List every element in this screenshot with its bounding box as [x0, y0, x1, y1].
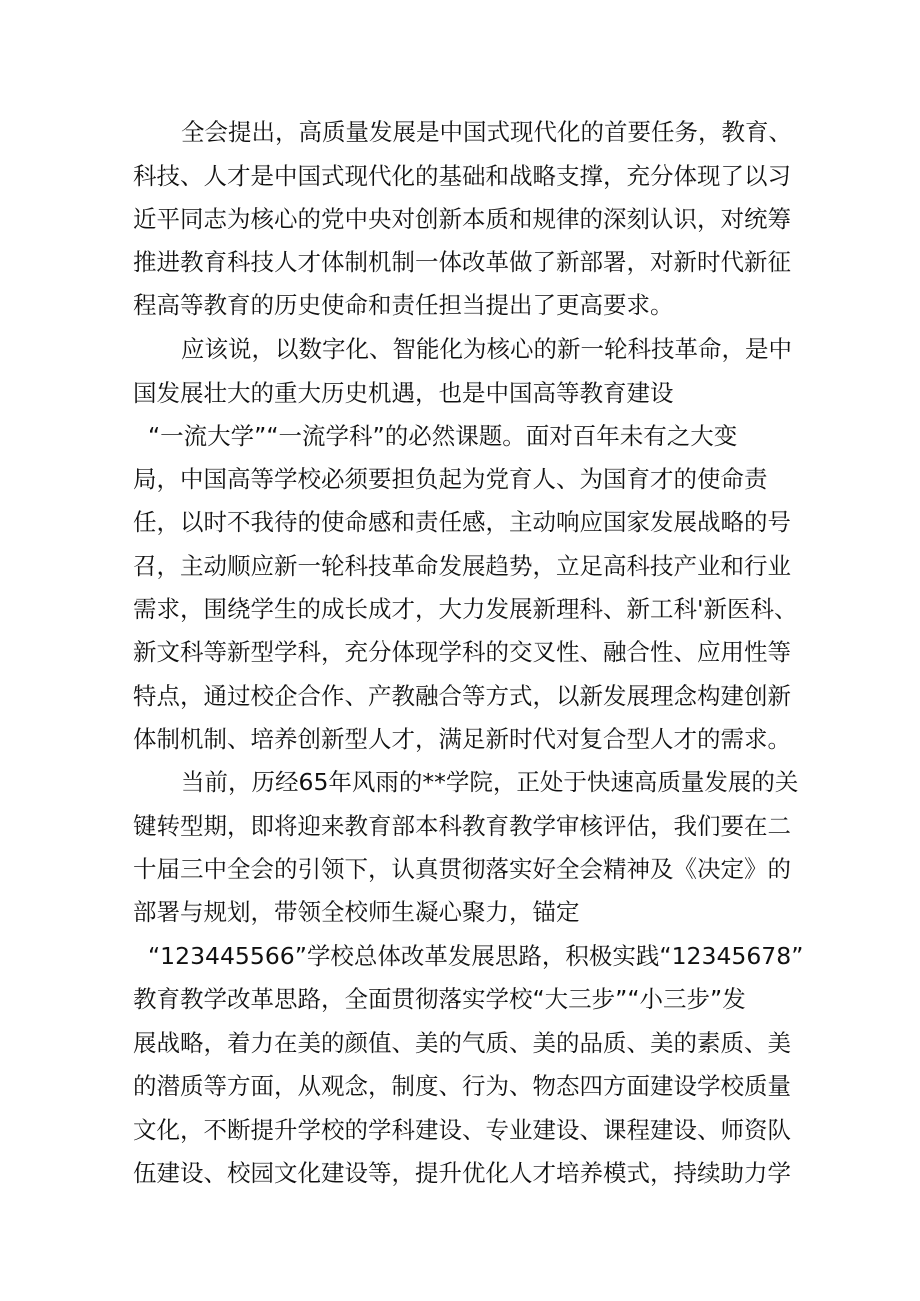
paragraph-2-line-9: 特点，通过校企合作、产教融合等方式，以新发展理念构建创新	[133, 682, 791, 710]
paragraph-3-line-6: 教育教学改革思路，全面贯彻落实学校“大三步”“小三步”发	[133, 985, 746, 1013]
paragraph-3-line-7: 展战略，着力在美的颜值、美的气质、美的品质、美的素质、美	[133, 1029, 791, 1057]
paragraph-3-line-8: 的潜质等方面，从观念，制度、行为、物态四方面建设学校质量	[133, 1072, 791, 1100]
paragraph-1-line-3: 近平同志为核心的党中央对创新本质和规律的深刻认识，对统筹	[133, 205, 791, 233]
paragraph-1-line-1: 全会提出，高质量发展是中国式现代化的首要任务，教育、	[181, 118, 792, 146]
paragraph-2-line-8: 新文科等新型学科，充分体现学科的交叉性、融合性、应用性等	[133, 638, 791, 666]
paragraph-1-line-4: 推进教育科技人才体制机制一体改革做了新部署，对新时代新征	[133, 248, 791, 276]
paragraph-3-line-9: 文化，不断提升学校的学科建设、专业建设、课程建设、师资队	[133, 1116, 791, 1144]
paragraph-2-line-7: 需求，围绕学生的成长成才，大力发展新理科、新工科'新医科、	[133, 595, 798, 623]
paragraph-3-line-10: 伍建设、校园文化建设等，提升优化人才培养模式，持续助力学	[133, 1159, 791, 1187]
paragraph-3-line-5: “123445566”学校总体改革发展思路，积极实践“12345678”	[148, 942, 804, 970]
paragraph-1-line-2: 科技、人才是中国式现代化的基础和战略支撑，充分体现了以习	[133, 162, 791, 190]
paragraph-2-line-3: “一流大学”“一流学科”的必然课题。面对百年未有之大变	[148, 422, 738, 450]
paragraph-2-line-5: 任，以时不我待的使命感和责任感，主动响应国家发展战略的号	[133, 508, 791, 536]
paragraph-2-line-6: 召，主动顺应新一轮科技革命发展趋势，立足高科技产业和行业	[133, 552, 791, 580]
paragraph-2-line-10: 体制机制、培养创新型人才，满足新时代对复合型人才的需求。	[133, 725, 791, 753]
paragraph-3-line-2: 键转型期，即将迎来教育部本科教育教学审核评估，我们要在二	[133, 812, 791, 840]
paragraph-2-line-4: 局，中国高等学校必须要担负起为党育人、为国育才的使命责	[133, 465, 768, 493]
paragraph-3-line-3: 十届三中全会的引领下，认真贯彻落实好全会精神及《决定》的	[133, 855, 791, 883]
paragraph-3-line-1: 当前，历经65年风雨的**学院，正处于快速高质量发展的关	[181, 768, 799, 796]
paragraph-2-line-1: 应该说，以数字化、智能化为核心的新一轮科技革命，是中	[181, 335, 792, 363]
paragraph-2-line-2: 国发展壮大的重大历史机遇，也是中国高等教育建设	[133, 379, 674, 407]
paragraph-1-line-5: 程高等教育的历史使命和责任担当提出了更高要求。	[133, 291, 674, 319]
paragraph-3-line-4: 部署与规划，带领全校师生凝心聚力，锚定	[133, 898, 580, 926]
